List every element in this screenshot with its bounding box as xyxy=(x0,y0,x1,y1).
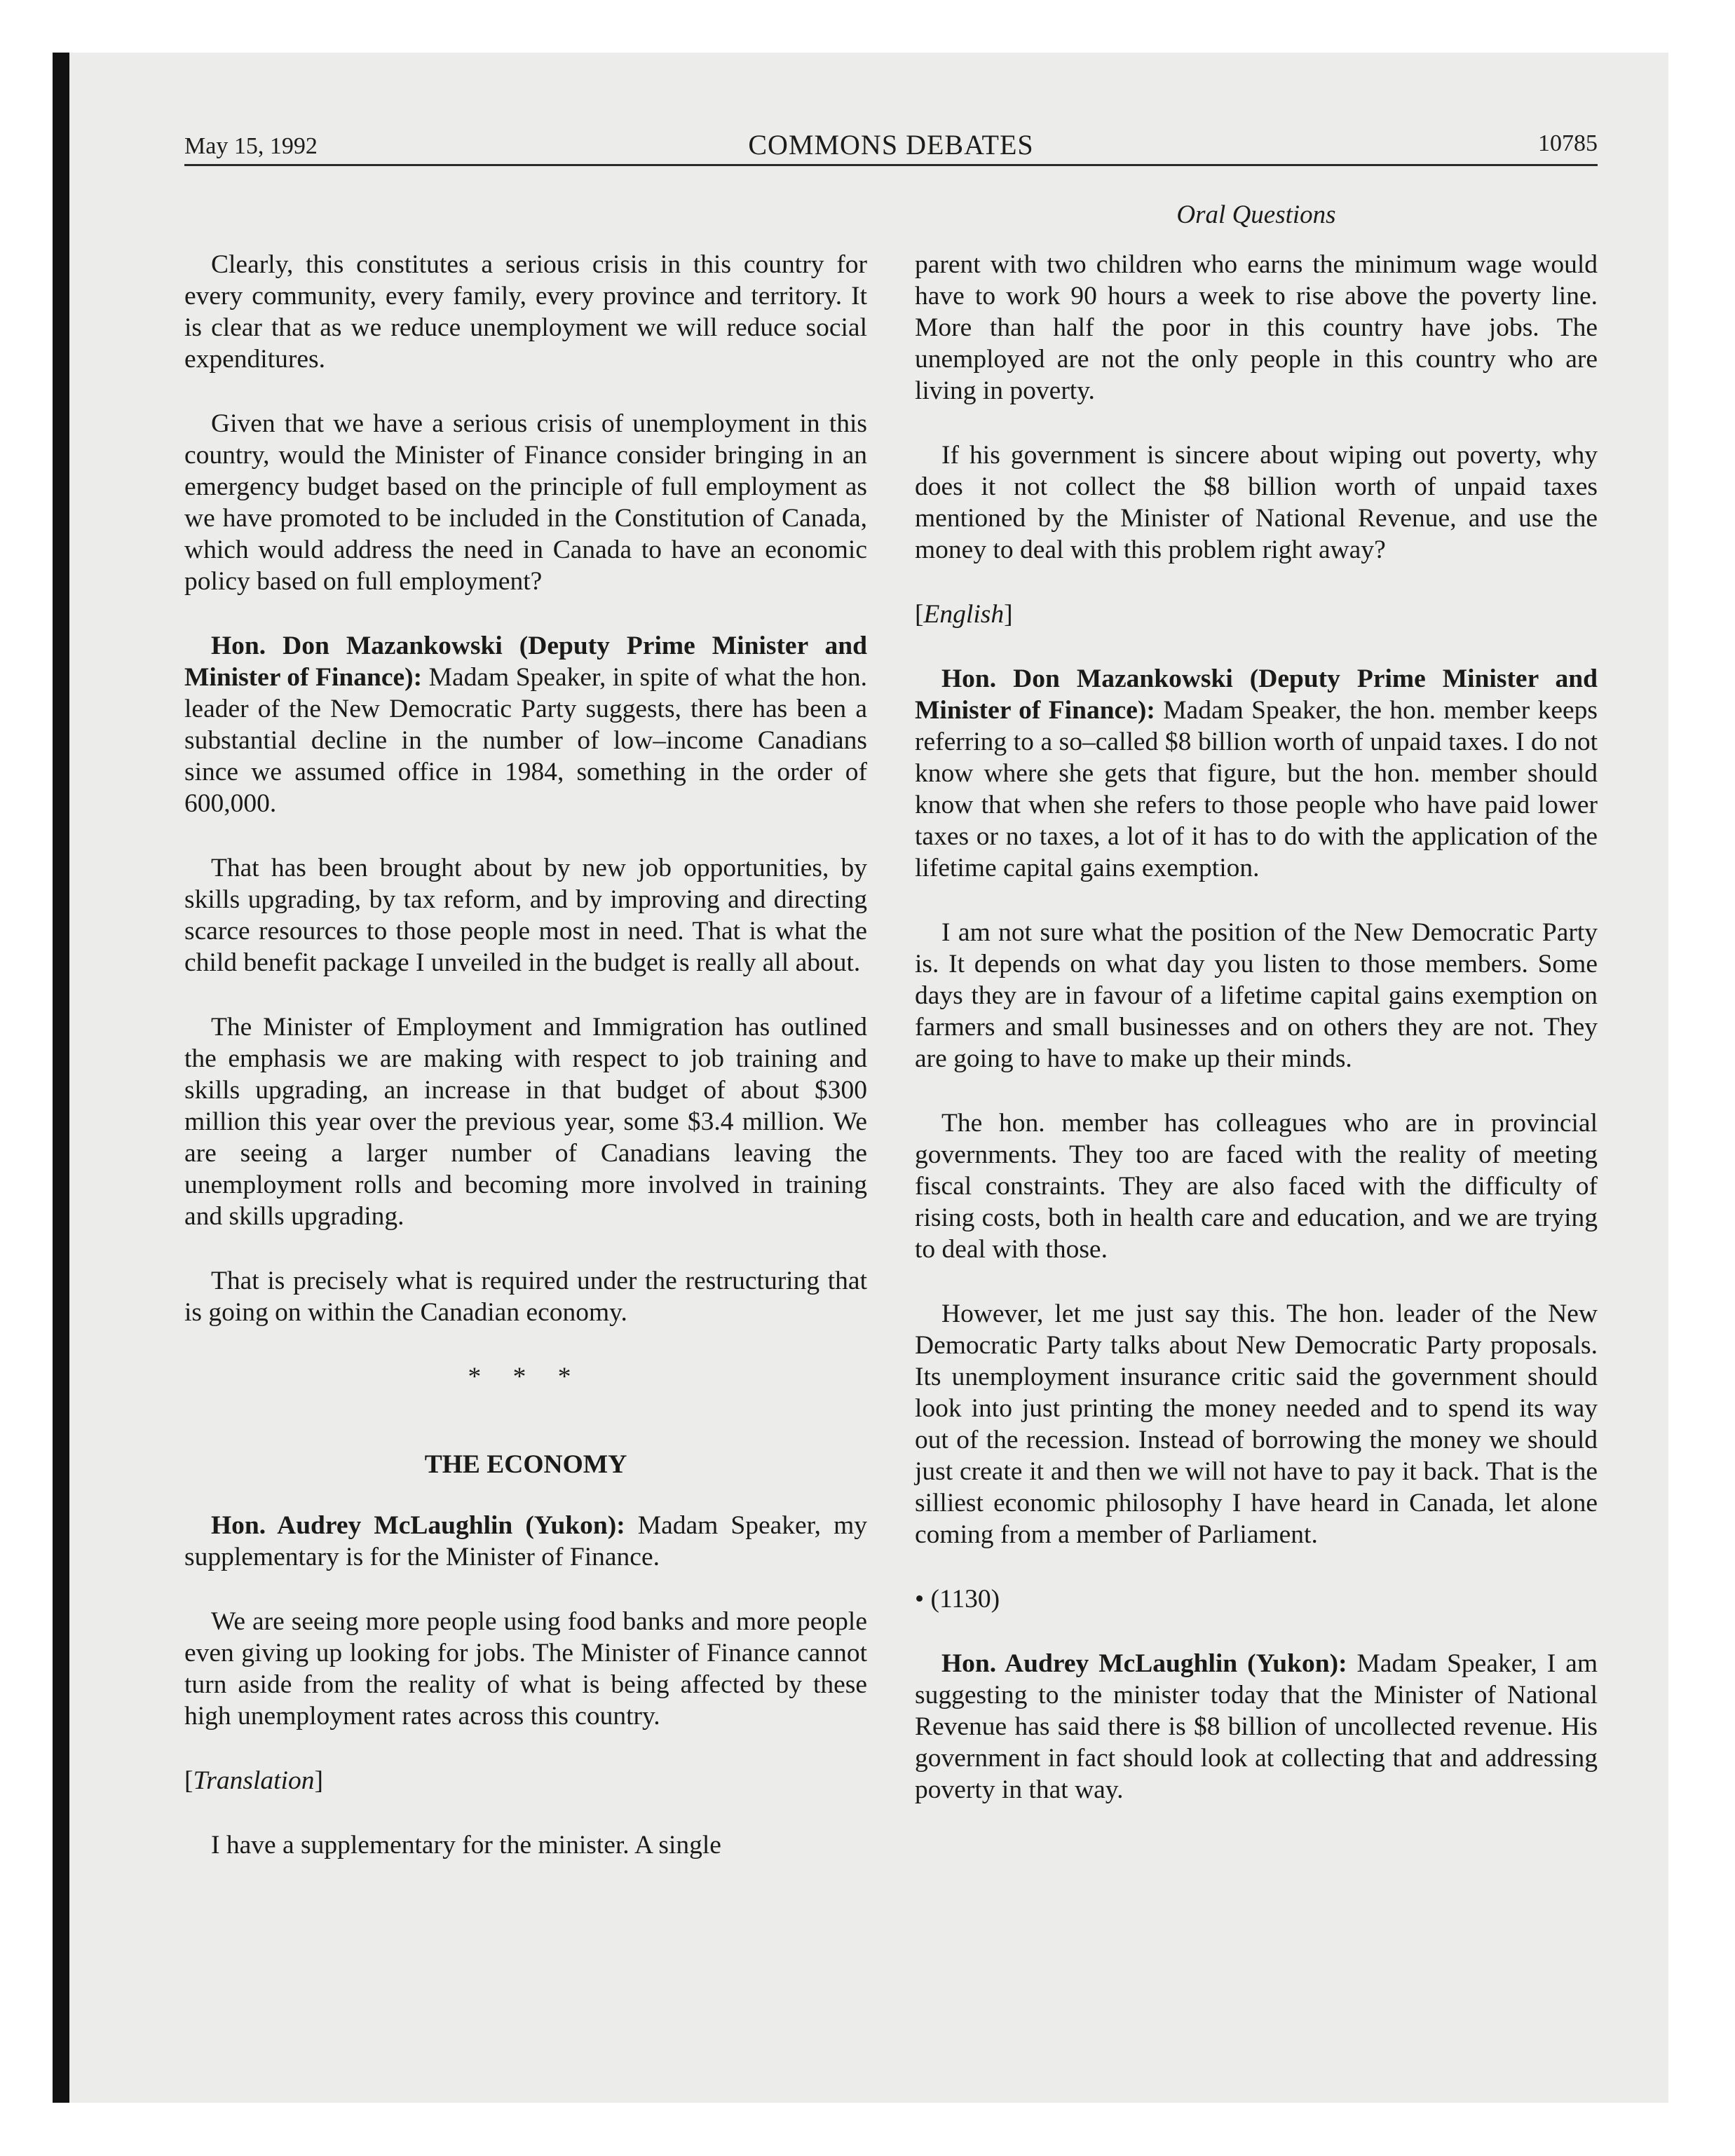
binding-edge xyxy=(53,53,69,2103)
speech-text: Madam Speaker, my supplementary is for the Minister of Finance. xyxy=(184,1511,868,1571)
right-column xyxy=(915,249,1598,1838)
page-header xyxy=(184,121,1598,166)
speaker-name: Hon. Don Mazankowski (Deputy Prime Minister and Minister of Finance): xyxy=(184,632,867,692)
speech-text: Madam Speaker, in spite of what the hon. leader of the New Democratic Party suggests, there has been a substantial decline in the number of low–income Canadians since we assumed office in 1984, something in the order of 600,000. xyxy=(184,663,867,818)
speech-text: Madam Speaker, I am suggesting to the minister today that the Minister of National Revenue has said there is $8 billion of uncollected revenue. His government in fact should look at collecting that and addressing poverty in that way. xyxy=(915,1649,1598,1804)
paragraph: I have a supplementary for the minister. A single xyxy=(211,1831,721,1860)
language-tag-text: Translation xyxy=(193,1766,315,1795)
section-heading: THE ECONOMY xyxy=(424,1450,627,1479)
speech-paragraph xyxy=(915,1648,1598,1806)
left-column xyxy=(184,249,867,1894)
speaker-name: Hon. Audrey McLaughlin (Yukon): xyxy=(211,1511,625,1540)
header-page-number: 10785 xyxy=(1538,130,1598,156)
header-title: COMMONS DEBATES xyxy=(748,129,1034,161)
paragraph: Clearly, this constitutes a serious crisis in this country for every community, every family, every province and territory. It is clear that as we reduce unemployment we will reduce social expenditures. xyxy=(184,250,867,374)
paragraph: parent with two children who earns the minimum wage would have to work 90 hours a week to rise above the poverty line. More than half the poor in this country have jobs. The unemployed are not the only people in this country who are living in poverty. xyxy=(915,250,1598,405)
header-date: May 15, 1992 xyxy=(184,133,318,159)
language-tag: [English] xyxy=(915,600,1013,629)
paragraph: That is precisely what is required under the restructuring that is going on within the Canadian economy. xyxy=(184,1267,867,1327)
paragraph: We are seeing more people using food banks and more people even giving up looking for jobs. The Minister of Finance cannot turn aside from the reality of what is being affected by these high unemployment rates across this country. xyxy=(184,1607,867,1731)
language-tag: [Translation] xyxy=(184,1766,323,1795)
section-separator: * * * xyxy=(468,1363,584,1391)
speaker-name: Hon. Don Mazankowski (Deputy Prime Minister and Minister of Finance): xyxy=(915,664,1598,725)
paragraph: However, let me just say this. The hon. leader of the New Democratic Party talks about New Democratic Party proposals. Its unemployment insurance critic said the government should look into just printing the money needed and to spend its way out of the recession. Instead of borrowing the money we should just create it and then we will not have to pay it back. That is the silliest economic philosophy I have heard in Canada, let alone coming from a member of Parliament. xyxy=(915,1299,1598,1549)
paragraph: That has been brought about by new job opportunities, by skills upgrading, by tax reform, and by improving and directing scarce resources to those people most in need. That is what the child benefit package I unveiled in the budget is really all about. xyxy=(184,854,867,977)
language-tag-text: English xyxy=(923,600,1005,629)
paragraph: Given that we have a serious crisis of unemployment in this country, would the Minister of Finance consider bringing in an emergency budget based on the principle of full employment as we have promoted to be included in the Constitution of Canada, which would address the need in Canada to have an economic policy based on full employment? xyxy=(184,409,867,596)
speaker-name: Hon. Audrey McLaughlin (Yukon): xyxy=(941,1649,1347,1678)
speech-text: Madam Speaker, the hon. member keeps referring to a so–called $8 billion worth of unpaid taxes. I do not know where she gets that figure, but the hon. member should know that when she refers to those people who have paid lower taxes or no taxes, a lot of it has to do with the application of the lifetime capital gains exemption. xyxy=(915,696,1598,882)
speech-paragraph xyxy=(184,630,867,819)
paragraph: If his government is sincere about wiping out poverty, why does it not collect the $8 billion worth of unpaid taxes mentioned by the Minister of National Revenue, and use the money to deal with this problem right away? xyxy=(915,441,1598,564)
section-label: Oral Questions xyxy=(1176,200,1336,229)
speech-paragraph xyxy=(915,663,1598,884)
paragraph: I am not sure what the position of the New Democratic Party is. It depends on what day you listen to those members. Some days they are in favour of a lifetime capital gains exemption on farmers and small businesses and on others they are not. They are going to have to make up their minds. xyxy=(915,918,1598,1073)
paragraph: The hon. member has colleagues who are in provincial governments. They too are faced with the reality of meeting fiscal constraints. They are also faced with the difficulty of rising costs, both in health care and education, and we are trying to deal with those. xyxy=(915,1109,1598,1264)
paragraph: The Minister of Employment and Immigration has outlined the emphasis we are making with respect to job training and skills upgrading, an increase in that budget of about $300 million this year over the previous year, some $3.4 million. We are seeing a larger number of Canadians leaving the unemployment rolls and becoming more involved in training and skills upgrading. xyxy=(184,1013,867,1231)
speech-paragraph xyxy=(184,1510,867,1573)
time-marker: • (1130) xyxy=(915,1585,1000,1613)
